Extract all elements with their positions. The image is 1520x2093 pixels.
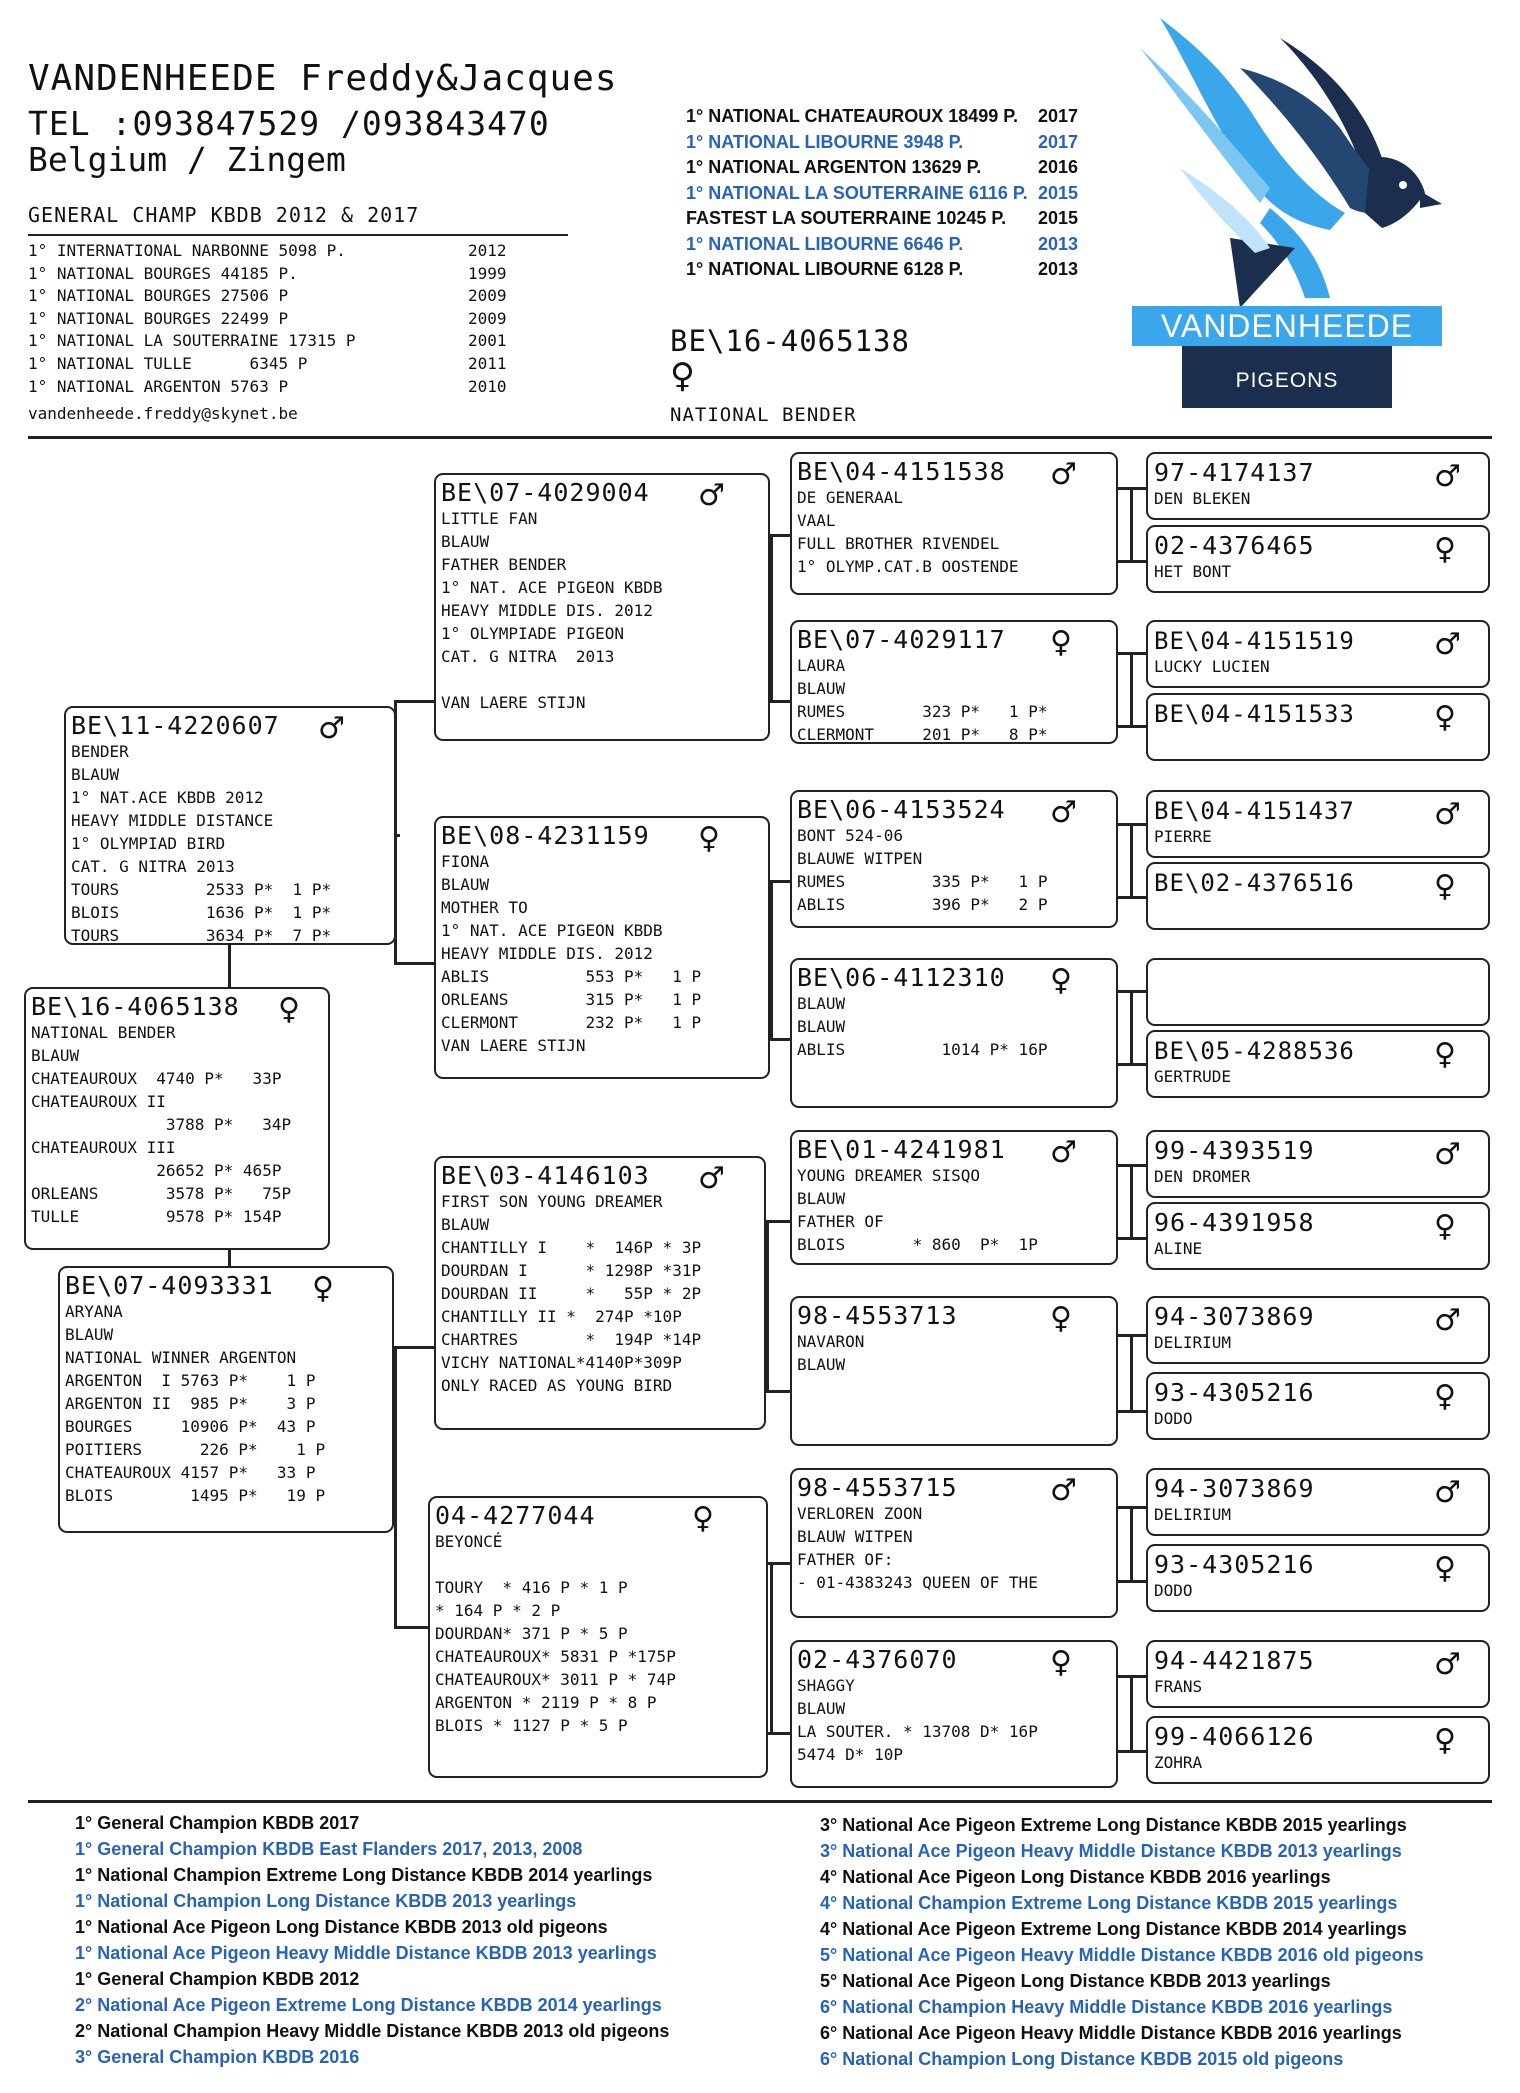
pedigree-line: BLAUW xyxy=(797,1017,846,1036)
achievement-row xyxy=(28,240,538,263)
pedigree-line: BLOIS 1495 P* 19 P xyxy=(65,1486,326,1505)
footer-title-row: 3° General Champion KBDB 2016 xyxy=(75,2047,360,2067)
pedigree-card-ssd xyxy=(790,620,1118,744)
ring-number: BE\06-4112310 xyxy=(797,963,1006,992)
pedigree-line: CHATEAUROUX III xyxy=(31,1138,176,1157)
pigeon-name: DELIRIUM xyxy=(1154,1505,1232,1524)
top-result-year: 2017 xyxy=(1038,131,1079,152)
top-result-year: 2015 xyxy=(1038,208,1079,228)
pedigree-line: CHATEAUROUX 4157 P* 33 P xyxy=(65,1463,316,1482)
male-icon: ♂ xyxy=(1434,459,1461,494)
pigeon-name: DELIRIUM xyxy=(1154,1333,1232,1352)
pedigree-line: BLAUW xyxy=(31,1046,80,1065)
achievement-year: 2012 xyxy=(468,241,507,260)
pigeon-name: ZOHRA xyxy=(1154,1753,1203,1772)
pedigree-line: ORLEANS 3578 P* 75P xyxy=(31,1184,292,1203)
pedigree-line: ARGENTON I 5763 P* 1 P xyxy=(65,1371,316,1390)
pedigree-line: 26652 P* 465P xyxy=(31,1161,282,1180)
pedigree-line: VAAL xyxy=(797,511,836,530)
male-icon: ♂ xyxy=(1434,1647,1461,1682)
pigeon-name: PIERRE xyxy=(1154,827,1212,846)
footer-title-row: 3° National Ace Pigeon Extreme Long Distance KBDB 2015 yearlings xyxy=(820,1815,1407,1835)
pedigree-card-dss xyxy=(790,1130,1118,1265)
footer-title-row: 6° National Ace Pigeon Heavy Middle Distance KBDB 2016 yearlings xyxy=(820,2023,1402,2043)
ancestor-card-gen4 xyxy=(1146,1716,1490,1784)
female-icon: ♀ xyxy=(312,1271,334,1306)
top-result-year: 2013 xyxy=(1038,259,1079,279)
achievement-year: 2010 xyxy=(468,376,507,396)
top-result-text: 1° NATIONAL LIBOURNE 6128 P. xyxy=(686,259,964,279)
achievement-text: 1° NATIONAL LA SOUTERRAINE 17315 P xyxy=(28,331,356,351)
ring-number: BE\04-4151538 xyxy=(797,457,1006,486)
subject-title: NATIONAL BENDER xyxy=(670,404,857,426)
pedigree-line: BLAUW xyxy=(797,1699,846,1718)
female-icon: ♀ xyxy=(278,992,300,1027)
pedigree-line: CHATEAUROUX* 3011 P * 74P xyxy=(435,1670,676,1689)
pedigree-line: RUMES 335 P* 1 P xyxy=(797,872,1048,891)
top-result-text: FASTEST LA SOUTERRAINE 10245 P. xyxy=(686,208,1007,228)
male-icon: ♂ xyxy=(698,478,725,513)
pedigree-line: LA SOUTER. * 13708 D* 16P xyxy=(797,1722,1038,1741)
pedigree-card-ds xyxy=(434,1156,766,1430)
ancestor-card-gen4 xyxy=(1146,1030,1490,1098)
achievement-year: 1999 xyxy=(468,263,507,283)
pedigree-card-ss xyxy=(434,473,770,741)
ring-number: BE\02-4376516 xyxy=(1154,869,1355,897)
ring-number: BE\07-4093331 xyxy=(65,1271,274,1300)
pedigree-line: BENDER xyxy=(71,742,129,761)
female-icon: ♀ xyxy=(1050,1645,1072,1680)
male-icon: ♂ xyxy=(1050,457,1077,492)
pedigree-line: TOURS 3634 P* 7 P* xyxy=(71,926,332,945)
pedigree-line: VERLOREN ZOON xyxy=(797,1504,923,1523)
ring-number: 94-3073869 xyxy=(1154,1474,1315,1503)
ancestor-card-gen4 xyxy=(1146,693,1490,761)
pedigree-line: 5474 D* 10P xyxy=(797,1745,903,1764)
female-icon: ♀ xyxy=(1434,869,1456,904)
pedigree-line: BONT 524-06 xyxy=(797,826,903,845)
pedigree-line: CHATEAUROUX* 5831 P *175P xyxy=(435,1647,676,1666)
ring-number: BE\04-4151437 xyxy=(1154,797,1355,825)
pedigree-line: DE GENERAAL xyxy=(797,488,903,507)
achievement-text: 1° NATIONAL BOURGES 27506 P xyxy=(28,286,289,306)
female-icon: ♀ xyxy=(1050,625,1072,660)
pedigree-line: ABLIS 396 P* 2 P xyxy=(797,895,1048,914)
footer-title-row: 5° National Ace Pigeon Heavy Middle Distance KBDB 2016 old pigeons xyxy=(820,1945,1424,1965)
ancestor-card-gen4 xyxy=(1146,1372,1490,1440)
footer-title-row: 4° National Ace Pigeon Long Distance KBDB 2016 yearlings xyxy=(820,1867,1331,1887)
footer-title-row: 1° General Champion KBDB 2017 xyxy=(75,1813,360,1833)
pedigree-line: YOUNG DREAMER SISQO xyxy=(797,1166,981,1185)
achievement-list xyxy=(28,240,538,398)
achievement-row xyxy=(28,285,538,308)
pedigree-line: VAN LAERE STIJN xyxy=(441,1036,586,1055)
pedigree-line: CAT. G NITRA 2013 xyxy=(441,647,615,666)
female-icon: ♀ xyxy=(1050,1301,1072,1336)
achievement-row xyxy=(28,330,538,353)
achievement-row xyxy=(28,308,538,331)
pedigree-line: LITTLE FAN xyxy=(441,509,538,528)
logo-title: VANDENHEEDE xyxy=(1132,306,1442,346)
achievement-text: 1° NATIONAL ARGENTON 5763 P xyxy=(28,376,289,396)
pedigree-line: CHATEAUROUX II xyxy=(31,1092,166,1111)
pigeon-name: DEN BLEKEN xyxy=(1154,489,1251,508)
pedigree-line: POITIERS 226 P* 1 P xyxy=(65,1440,326,1459)
footer-title-row: 4° National Champion Extreme Long Distance KBDB 2015 yearlings xyxy=(820,1893,1398,1913)
top-result-text: 1° NATIONAL LIBOURNE 6646 P. xyxy=(686,233,964,254)
pedigree-line: VAN LAERE STIJN xyxy=(441,693,586,712)
pedigree-card-dd xyxy=(428,1496,768,1778)
pedigree-line: 1° OLYMP.CAT.B OOSTENDE xyxy=(797,557,1019,576)
male-icon: ♂ xyxy=(698,1161,725,1196)
ring-number: 04-4277044 xyxy=(435,1501,596,1530)
pedigree-line: BLAUW xyxy=(797,1355,846,1374)
ring-number: BE\05-4288536 xyxy=(1154,1037,1355,1065)
pedigree-line: BLAUW xyxy=(441,1215,490,1234)
footer-title-row: 5° National Ace Pigeon Long Distance KBDB 2013 yearlings xyxy=(820,1971,1331,1991)
pedigree-line: BOURGES 10906 P* 43 P xyxy=(65,1417,316,1436)
ring-number: BE\07-4029117 xyxy=(797,625,1006,654)
pedigree-card-sds xyxy=(790,790,1118,928)
achievement-text: 1° NATIONAL BOURGES 22499 P xyxy=(28,308,289,328)
pedigree-line: FIRST SON YOUNG DREAMER xyxy=(441,1192,663,1211)
owner-email[interactable]: vandenheede.freddy@skynet.be xyxy=(28,404,298,423)
pigeon-name: FRANS xyxy=(1154,1677,1203,1696)
pedigree-line: FIONA xyxy=(441,852,490,871)
pedigree-card-subject xyxy=(24,987,330,1250)
ring-number: 94-4421875 xyxy=(1154,1646,1315,1675)
achievement-text: 1° INTERNATIONAL NARBONNE 5098 P. xyxy=(28,241,346,260)
achievement-year: 2009 xyxy=(468,286,507,306)
footer-title-row: 3° National Ace Pigeon Heavy Middle Distance KBDB 2013 yearlings xyxy=(820,1841,1402,1861)
male-icon: ♂ xyxy=(1434,627,1461,662)
pigeon-name: HET BONT xyxy=(1154,562,1232,581)
general-champ-title: GENERAL CHAMP KBDB 2012 & 2017 xyxy=(28,203,420,227)
top-result-text: 1° NATIONAL CHATEAUROUX 18499 P. xyxy=(686,106,1018,126)
pedigree-card-dam xyxy=(58,1266,394,1533)
owner-phone: TEL :093847529 /093843470 xyxy=(28,104,550,143)
pedigree-line: BLAUW xyxy=(441,875,490,894)
pedigree-card-sss xyxy=(790,452,1118,595)
subject-sex-icon: ♀ xyxy=(670,356,695,396)
pedigree-line: 1° OLYMPIAD BIRD xyxy=(71,834,226,853)
pedigree-line: BLAUW xyxy=(65,1325,114,1344)
top-result-row xyxy=(686,155,1086,181)
pedigree-line: BLAUW xyxy=(797,1189,846,1208)
pedigree-line: DOURDAN* 371 P * 5 P xyxy=(435,1624,628,1643)
pedigree-line: * 164 P * 2 P xyxy=(435,1601,561,1620)
pedigree-line: BLOIS * 860 P* 1P xyxy=(797,1235,1038,1254)
pedigree-line: TULLE 9578 P* 154P xyxy=(31,1207,282,1226)
ancestor-card-gen4 xyxy=(1146,1544,1490,1612)
ancestor-card-gen4 xyxy=(1146,862,1490,930)
pedigree-line xyxy=(441,668,763,691)
pedigree-line: CLERMONT 232 P* 1 P xyxy=(441,1013,702,1032)
pigeon-name: ALINE xyxy=(1154,1239,1203,1258)
ring-number: 98-4553715 xyxy=(797,1473,958,1502)
pedigree-line: 1° NAT. ACE PIGEON KBDB xyxy=(441,921,663,940)
pedigree-line: - 01-4383243 QUEEN OF THE xyxy=(797,1573,1038,1592)
pedigree-line: BLAUW xyxy=(71,765,120,784)
pedigree-line: ABLIS 1014 P* 16P xyxy=(797,1040,1048,1059)
top-result-text: 1° NATIONAL ARGENTON 13629 P. xyxy=(686,157,982,177)
pedigree-line: BLOIS * 1127 P * 5 P xyxy=(435,1716,628,1735)
female-icon: ♀ xyxy=(1434,700,1456,735)
pedigree-line: NATIONAL WINNER ARGENTON xyxy=(65,1348,297,1367)
ring-number: 02-4376465 xyxy=(1154,531,1315,560)
ring-number: BE\08-4231159 xyxy=(441,821,650,850)
footer-title-row: 6° National Champion Heavy Middle Distance KBDB 2016 yearlings xyxy=(820,1997,1393,2017)
pedigree-card-dsd xyxy=(790,1296,1118,1446)
pedigree-line: CHANTILLY I * 146P * 3P xyxy=(441,1238,702,1257)
pedigree-card-sire xyxy=(64,706,396,945)
pedigree-line: NATIONAL BENDER xyxy=(31,1023,176,1042)
ancestor-card-gen4 xyxy=(1146,1130,1490,1198)
pedigree-line: BLAUW xyxy=(797,994,846,1013)
ancestor-card-gen4 xyxy=(1146,1640,1490,1708)
pedigree-line: CHANTILLY II * 274P *10P xyxy=(441,1307,682,1326)
pigeon-name: LUCKY LUCIEN xyxy=(1154,657,1270,676)
pedigree-line: CHARTRES * 194P *14P xyxy=(441,1330,702,1349)
top-result-row xyxy=(686,206,1086,232)
pedigree-card-sd xyxy=(434,816,770,1079)
pedigree-line: DOURDAN I * 1298P *31P xyxy=(441,1261,702,1280)
pedigree-line: SHAGGY xyxy=(797,1676,855,1695)
footer-title-row: 6° National Champion Long Distance KBDB 2015 old pigeons xyxy=(820,2049,1344,2069)
pedigree-card-sdd xyxy=(790,958,1118,1108)
pedigree-line: BLAUW WITPEN xyxy=(797,1527,913,1546)
ancestor-card-gen4 xyxy=(1146,958,1490,1026)
pedigree-line: ARYANA xyxy=(65,1302,123,1321)
footer-title-row: 1° National Ace Pigeon Long Distance KBDB 2013 old pigeons xyxy=(75,1917,608,1937)
ring-number: BE\03-4146103 xyxy=(441,1161,650,1190)
pedigree-line: BEYONCÉ xyxy=(435,1532,503,1551)
top-result-row xyxy=(686,181,1086,207)
female-icon: ♀ xyxy=(698,821,720,856)
ring-number: 93-4305216 xyxy=(1154,1550,1315,1579)
ring-number: BE\06-4153524 xyxy=(797,795,1006,824)
top-result-text: 1° NATIONAL LA SOUTERRAINE 6116 P. xyxy=(686,182,1028,203)
pedigree-line: FATHER BENDER xyxy=(441,555,567,574)
ancestor-card-gen4 xyxy=(1146,1468,1490,1536)
female-icon: ♀ xyxy=(1434,532,1456,567)
male-icon: ♂ xyxy=(318,711,345,746)
pedigree-line: BLAUW xyxy=(441,532,490,551)
ring-number: 99-4066126 xyxy=(1154,1722,1315,1751)
achievement-year: 2001 xyxy=(468,331,507,351)
pedigree-line: FATHER OF xyxy=(797,1212,884,1231)
ancestor-card-gen4 xyxy=(1146,1202,1490,1270)
achievement-row xyxy=(28,353,538,376)
top-result-year: 2017 xyxy=(1038,106,1079,126)
pedigree-line: 1° NAT. ACE PIGEON KBDB xyxy=(441,578,663,597)
ring-number: 97-4174137 xyxy=(1154,458,1315,487)
achievement-row xyxy=(28,263,538,286)
pedigree-line: RUMES 323 P* 1 P* xyxy=(797,702,1048,721)
pedigree-line: HEAVY MIDDLE DISTANCE xyxy=(71,811,274,830)
ring-number: BE\16-4065138 xyxy=(31,992,240,1021)
ring-number: BE\04-4151533 xyxy=(1154,700,1355,728)
pedigree-line xyxy=(435,1553,761,1576)
footer-title-row: 1° National Ace Pigeon Heavy Middle Distance KBDB 2013 yearlings xyxy=(75,1943,657,1963)
pedigree-line: ABLIS 553 P* 1 P xyxy=(441,967,702,986)
pedigree-line: CAT. G NITRA 2013 xyxy=(71,857,235,876)
ring-number: 94-3073869 xyxy=(1154,1302,1315,1331)
male-icon: ♂ xyxy=(1050,1473,1077,1508)
pedigree-line: 3788 P* 34P xyxy=(31,1115,292,1134)
ancestor-card-gen4 xyxy=(1146,790,1490,858)
ring-number: 93-4305216 xyxy=(1154,1378,1315,1407)
pedigree-line: MOTHER TO xyxy=(441,898,528,917)
top-results-list xyxy=(686,104,1086,283)
pedigree-line: CLERMONT 201 P* 8 P* xyxy=(797,725,1048,744)
footer-title-row: 4° National Ace Pigeon Extreme Long Distance KBDB 2014 yearlings xyxy=(820,1919,1407,1939)
footer-titles-right xyxy=(820,1812,1510,2072)
female-icon: ♀ xyxy=(1434,1551,1456,1586)
achievement-year: 2011 xyxy=(468,353,507,373)
top-result-row xyxy=(686,257,1086,283)
ring-number: BE\04-4151519 xyxy=(1154,627,1355,655)
footer-title-row: 1° General Champion KBDB East Flanders 2017, 2013, 2008 xyxy=(75,1839,583,1859)
female-icon: ♀ xyxy=(692,1501,714,1536)
ring-number: BE\07-4029004 xyxy=(441,478,650,507)
pedigree-line: ARGENTON II 985 P* 3 P xyxy=(65,1394,316,1413)
pedigree-card-ddd xyxy=(790,1640,1118,1788)
ring-number: BE\01-4241981 xyxy=(797,1135,1006,1164)
footer-title-row: 2° National Ace Pigeon Extreme Long Distance KBDB 2014 yearlings xyxy=(75,1995,662,2015)
ancestor-card-gen4 xyxy=(1146,1296,1490,1364)
female-icon: ♀ xyxy=(1434,1723,1456,1758)
pedigree-line: FATHER OF: xyxy=(797,1550,894,1569)
pigeon-name: DODO xyxy=(1154,1581,1193,1600)
ancestor-card-gen4 xyxy=(1146,452,1490,520)
pedigree-line: 1° NAT.ACE KBDB 2012 xyxy=(71,788,264,807)
male-icon: ♂ xyxy=(1434,1303,1461,1338)
achievement-text: 1° NATIONAL BOURGES 44185 P. xyxy=(28,263,298,283)
owner-location: Belgium / Zingem xyxy=(28,140,346,179)
female-icon: ♀ xyxy=(1050,963,1072,998)
top-result-row xyxy=(686,104,1086,130)
pedigree-line: HEAVY MIDDLE DIS. 2012 xyxy=(441,944,653,963)
female-icon: ♀ xyxy=(1434,1209,1456,1244)
ring-number: 02-4376070 xyxy=(797,1645,958,1674)
top-result-row xyxy=(686,130,1086,156)
footer-title-row: 1° National Champion Extreme Long Distance KBDB 2014 yearlings xyxy=(75,1865,653,1885)
pedigree-line: ORLEANS 315 P* 1 P xyxy=(441,990,702,1009)
pedigree-card-dds xyxy=(790,1468,1118,1618)
male-icon: ♂ xyxy=(1434,1475,1461,1510)
pigeon-name: GERTRUDE xyxy=(1154,1067,1232,1086)
achievement-text: 1° NATIONAL TULLE 6345 P xyxy=(28,353,308,373)
footer-title-row: 2° National Champion Heavy Middle Distance KBDB 2013 old pigeons xyxy=(75,2021,670,2041)
pigeon-name: DODO xyxy=(1154,1409,1193,1428)
pedigree-line: DOURDAN II * 55P * 2P xyxy=(441,1284,702,1303)
pedigree-line: NAVARON xyxy=(797,1332,865,1351)
male-icon: ♂ xyxy=(1434,797,1461,832)
vandenheede-logo xyxy=(1120,8,1450,416)
pedigree-line: ARGENTON * 2119 P * 8 P xyxy=(435,1693,657,1712)
logo-subtitle: PIGEONS xyxy=(1182,346,1392,408)
top-result-text: 1° NATIONAL LIBOURNE 3948 P. xyxy=(686,131,964,152)
footer-title-row: 1° General Champion KBDB 2012 xyxy=(75,1969,360,1989)
ring-number: BE\11-4220607 xyxy=(71,711,280,740)
female-icon: ♀ xyxy=(1434,1379,1456,1414)
top-result-year: 2016 xyxy=(1038,157,1079,177)
pedigree-line: VICHY NATIONAL*4140P*309P xyxy=(441,1353,682,1372)
pedigree-line: ONLY RACED AS YOUNG BIRD xyxy=(441,1376,673,1395)
pedigree-line: FULL BROTHER RIVENDEL xyxy=(797,534,1000,553)
subject-ring-number: BE\16-4065138 xyxy=(670,324,910,358)
top-result-row xyxy=(686,232,1086,258)
pigeon-name: DEN DROMER xyxy=(1154,1167,1251,1186)
male-icon: ♂ xyxy=(1050,1135,1077,1170)
male-icon: ♂ xyxy=(1434,1137,1461,1172)
pedigree-line: BLAUWE WITPEN xyxy=(797,849,923,868)
ancestor-card-gen4 xyxy=(1146,525,1490,593)
pedigree-line: BLAUW xyxy=(797,679,846,698)
female-icon: ♀ xyxy=(1434,1037,1456,1072)
achievement-year: 2009 xyxy=(468,308,507,328)
male-icon: ♂ xyxy=(1050,795,1077,830)
ring-number: 99-4393519 xyxy=(1154,1136,1315,1165)
owner-name: VANDENHEEDE Freddy&Jacques xyxy=(28,58,618,99)
achievement-row xyxy=(28,376,538,399)
ring-number: 98-4553713 xyxy=(797,1301,958,1330)
pedigree-line: 1° OLYMPIADE PIGEON xyxy=(441,624,625,643)
pedigree-line: LAURA xyxy=(797,656,846,675)
pedigree-line: HEAVY MIDDLE DIS. 2012 xyxy=(441,601,653,620)
top-result-year: 2013 xyxy=(1038,233,1079,254)
pedigree-line: BLOIS 1636 P* 1 P* xyxy=(71,903,332,922)
footer-title-row: 1° National Champion Long Distance KBDB 2013 yearlings xyxy=(75,1891,577,1911)
top-result-year: 2015 xyxy=(1038,182,1079,203)
ancestor-card-gen4 xyxy=(1146,620,1490,688)
pedigree-line: CHATEAUROUX 4740 P* 33P xyxy=(31,1069,282,1088)
footer-titles-left xyxy=(75,1810,795,2070)
eagle-icon xyxy=(1120,8,1450,308)
ring-number: 96-4391958 xyxy=(1154,1208,1315,1237)
pedigree-line: TOURS 2533 P* 1 P* xyxy=(71,880,332,899)
pedigree-line: TOURY * 416 P * 1 P xyxy=(435,1578,628,1597)
